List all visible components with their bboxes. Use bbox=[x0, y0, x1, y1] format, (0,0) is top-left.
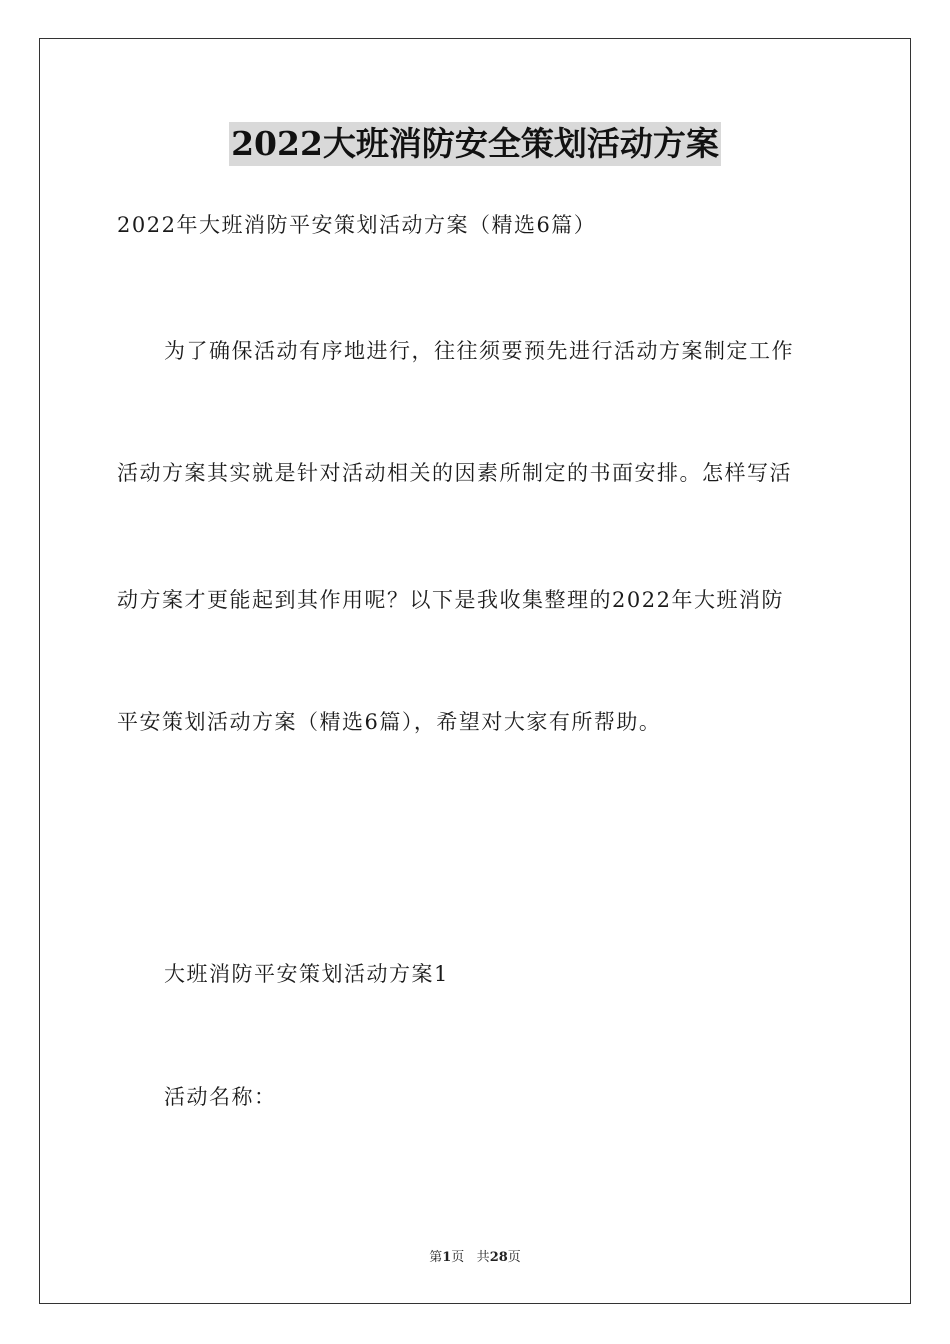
intro-line-1: 为了确保活动有序地进行，往往须要预先进行活动方案制定工作 bbox=[164, 339, 794, 363]
intro-line-4: 平安策划活动方案（精选6篇），希望对大家有所帮助。 bbox=[117, 710, 662, 734]
activity-name-label: 活动名称： bbox=[164, 1085, 277, 1109]
intro-line-3: 动方案才更能起到其作用呢？以下是我收集整理的2022年大班消防 bbox=[117, 588, 784, 612]
footer-page-number: 1 bbox=[442, 1250, 452, 1265]
footer-page-prefix: 第 bbox=[429, 1250, 443, 1265]
footer-total-pages: 28 bbox=[489, 1250, 508, 1265]
title-container bbox=[0, 122, 950, 166]
footer-total-prefix: 共 bbox=[476, 1250, 490, 1265]
section-heading: 大班消防平安策划活动方案1 bbox=[164, 962, 449, 986]
document-title: 2022大班消防安全策划活动方案 bbox=[229, 122, 721, 166]
page-footer bbox=[0, 1246, 950, 1265]
document-subtitle: 2022年大班消防平安策划活动方案（精选6篇） bbox=[117, 213, 597, 237]
intro-line-2: 活动方案其实就是针对活动相关的因素所制定的书面安排。怎样写活 bbox=[117, 461, 792, 485]
footer-page-suffix: 页 bbox=[451, 1250, 465, 1265]
footer-total-suffix: 页 bbox=[507, 1250, 521, 1265]
